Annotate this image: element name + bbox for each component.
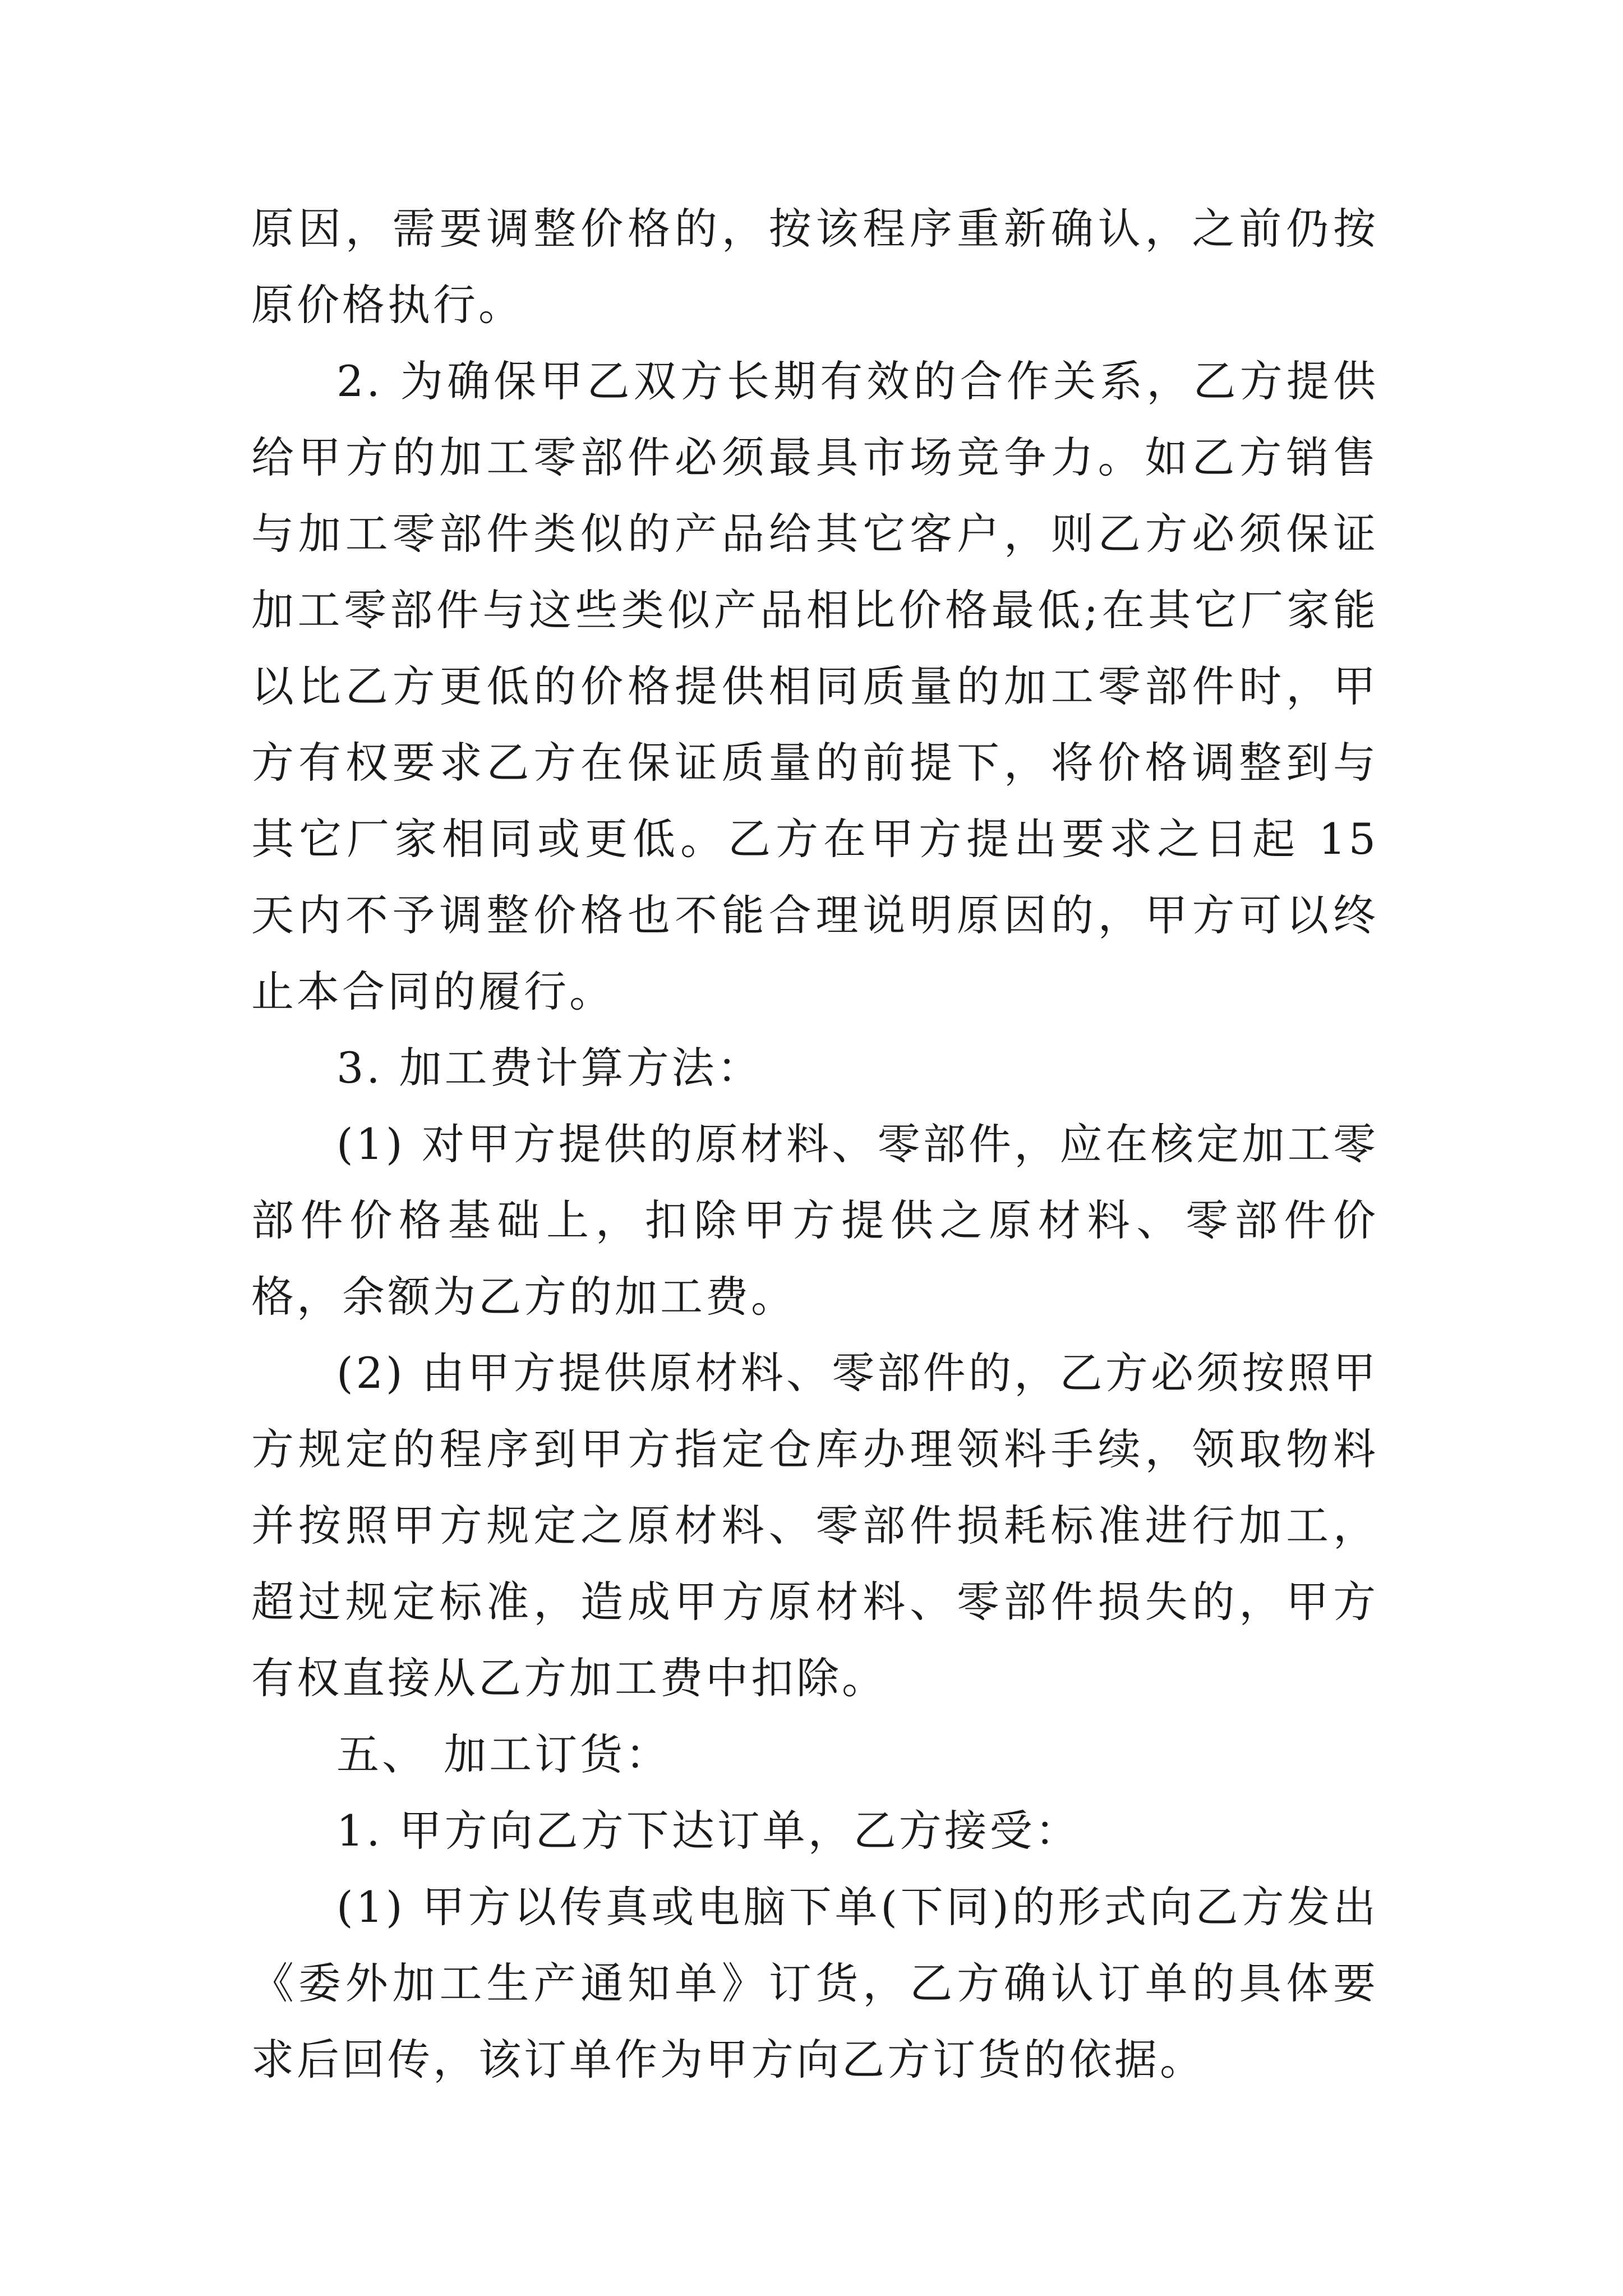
- section-heading-processing-orders: 五、 加工订货：: [336, 1729, 671, 1779]
- paragraph-clause-3-item-2: (2) 由甲方提供原材料、零部件的，乙方必须按照甲方规定的程序到甲方指定仓库办理领料手续，领取物料并按照甲方规定之原材料、零部件损耗标准进行加工，超过规定标准，造成甲方原材料、零部件损失的，甲方有权直接从乙方加工费中扣除。: [251, 1348, 1378, 1703]
- paragraph-clause-3-item-1: (1) 对甲方提供的原材料、零部件，应在核定加工零部件价格基础上，扣除甲方提供之原材料、零部件价格，余额为乙方的加工费。: [251, 1119, 1378, 1322]
- paragraph-order-clause-1: 1. 甲方向乙方下达订单，乙方接受：: [336, 1806, 1081, 1856]
- paragraph-clause-3-heading: 3. 加工费计算方法：: [336, 1043, 763, 1093]
- paragraph-clause-2-competitiveness: 2. 为确保甲乙双方长期有效的合作关系，乙方提供给甲方的加工零部件必须最具市场竞争力。如乙方销售与加工零部件类似的产品给其它客户，则乙方必须保证加工零部件与这些类似产品相比价格最低;在其它厂家能以比乙方更低的价格提供相同质量的加工零部件时，甲方有权要求乙方在保证质量的前提下，将价格调整到与其它厂家相同或更低。乙方在甲方提出要求之日起 15 天内不予调整价格也不能合理说明原因的，甲方可以终止本合同的履行。: [251, 356, 1378, 1016]
- paragraph-order-clause-1-item-1: (1) 甲方以传真或电脑下单(下同)的形式向乙方发出《委外加工生产通知单》订货，乙方确认订单的具体要求后回传，该订单作为甲方向乙方订货的依据。: [251, 1882, 1378, 2085]
- document-body: [251, 191, 1378, 2098]
- paragraph-price-confirmation: 原因，需要调整价格的，按该程序重新确认，之前仍按原价格执行。: [251, 204, 1378, 330]
